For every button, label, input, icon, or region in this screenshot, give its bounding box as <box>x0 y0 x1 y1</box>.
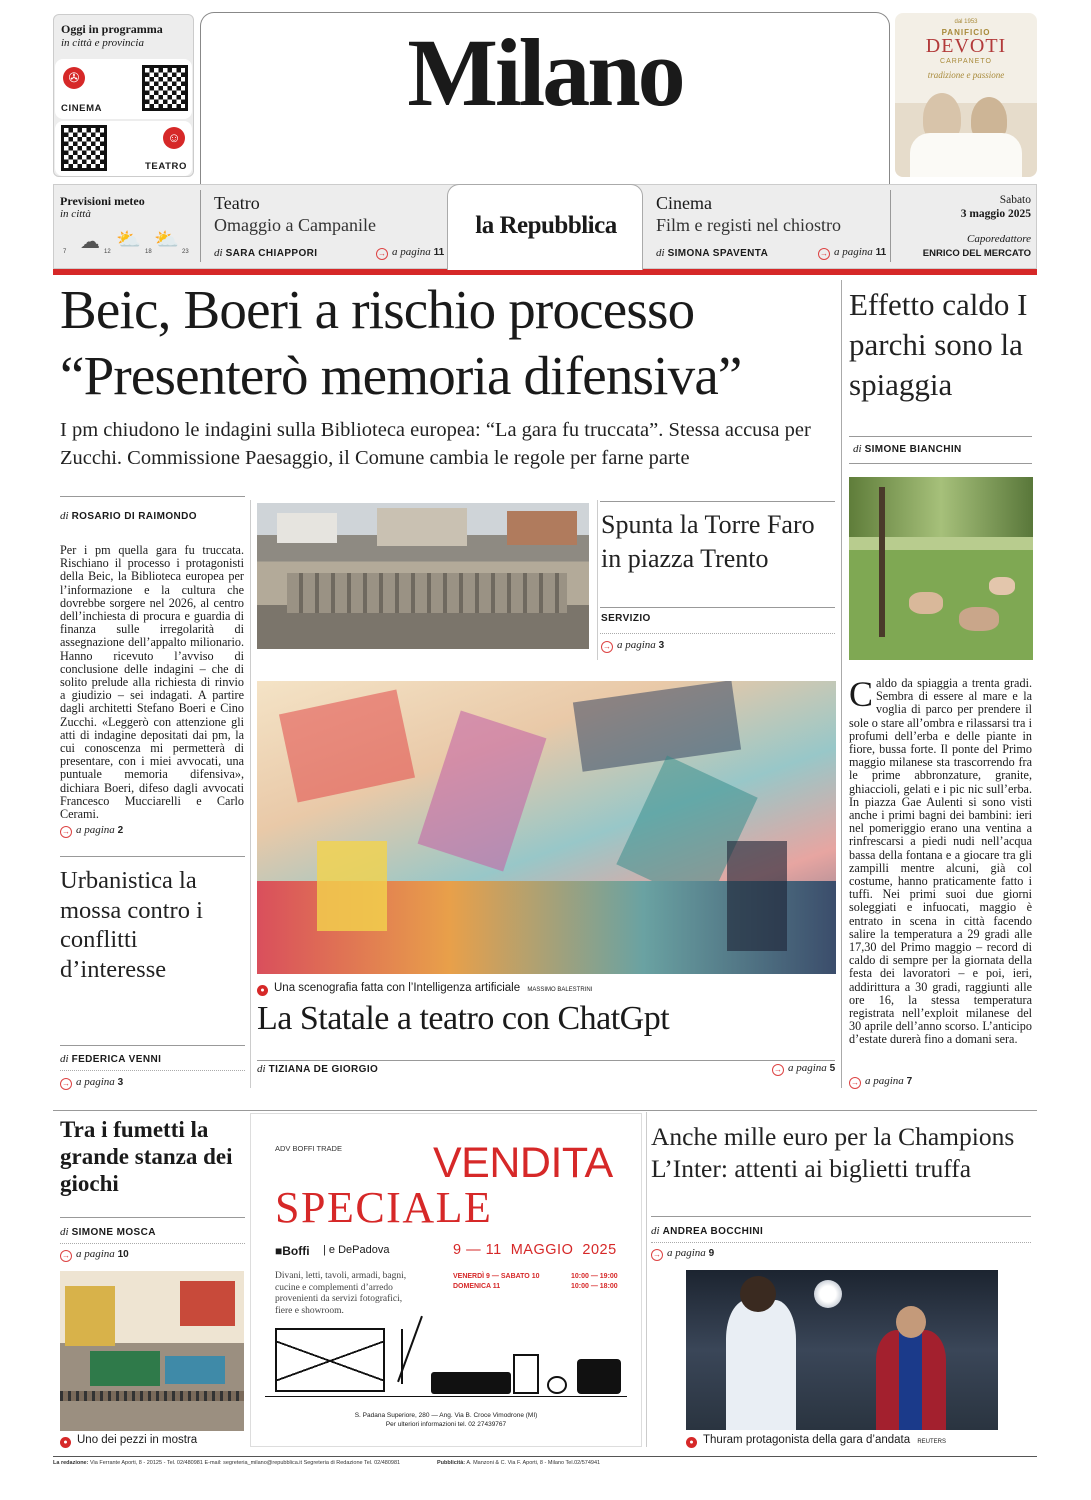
programma-box <box>53 14 194 177</box>
sun-cloud-icon: ⛅ <box>154 229 179 251</box>
page-reference[interactable]: → a pagina 2 <box>62 824 124 836</box>
toy-building <box>65 1286 115 1346</box>
teaser-title: Omaggio a Campanile <box>214 215 376 235</box>
fumetti-byline: di SIMONE MOSCA <box>60 1226 156 1238</box>
scaffolding <box>287 573 567 613</box>
statale-caption: ● Una scenografia fatta con l’Intelligenza artificiale MASSIMO BALESTRINI <box>257 982 592 996</box>
page-reference[interactable]: → a pagina 10 <box>62 1248 129 1260</box>
lead-headline-line: “Presenterò memoria difensiva” <box>60 345 742 406</box>
rule <box>849 436 1032 437</box>
construction-site-photo <box>257 503 589 649</box>
theatre-mask-icon: ☺ <box>163 127 185 149</box>
player-head <box>896 1306 926 1338</box>
meteo-subtitle: in città <box>60 208 91 220</box>
arrow-right-icon: → <box>378 249 386 258</box>
date-day: Sabato <box>999 194 1031 206</box>
trees <box>849 477 1033 537</box>
ad-day-2: DOMENICA 11 <box>453 1283 501 1290</box>
programma-title: Oggi in programma <box>61 22 163 36</box>
building <box>507 511 577 545</box>
qr-code-icon[interactable] <box>142 65 188 111</box>
column-rule <box>250 500 251 1088</box>
meteo-temp: 23 <box>182 249 189 255</box>
person <box>959 607 999 631</box>
urbanistica-headline[interactable]: Urbanistica la mossa contro i conflitti d’interesse <box>60 867 203 983</box>
person <box>909 592 943 614</box>
arrow-right-icon: → <box>62 1079 70 1088</box>
train-model-photo <box>60 1271 244 1431</box>
caldo-headline[interactable]: Effetto caldo I parchi sono la spiaggia <box>849 287 1028 402</box>
teatro-teaser[interactable] <box>206 185 446 268</box>
caldo-body: Caldo da spiaggia a trenta gradi. Sembra di essere al mare e la voglia di parco per prendere il sole o stare all’ombra e rilassarsi tra i profumi dell’erba e delle piante in fiore, bussa forte. Il ponte del Primo maggio milanese sta trascorrendo fra le prime abbronzature, granite, ghiaccioli, gelati e i pic nic sull’erba. In piazza Gae Aulenti si sono visti anche i primi bagni dei bambini: ieri nel pomeriggio erano una ventina a rinfrescarsi a piedi nudi nell’acqua bassa della fontana e a giocare tra gli zampilli mentre alcuni, già col costume, hanno praticamente fatto i tuffi. Nei primi suoi due giorni soleggiati e infuocati, maggio è entrato in scena in città facendo salire la temperatura a 29 gradi alle 17,30 del Primo maggio – record di caldo di sempre per la giornata della festa dei lavoratori – e poi, ieri, addirittura a 30 gradi, raggiunti alle ore 16, la stessa temperatura registrata nell’exploit milanese del 30 aprile dell’anno scorso. L’anticipo d’estate durerà fino a domani sera. <box>849 674 1032 1047</box>
urbanistica-byline: di FEDERICA VENNI <box>60 1053 162 1065</box>
editor-name: ENRICO DEL MERCATO <box>922 248 1031 259</box>
date-box <box>892 185 1033 268</box>
toy-track <box>60 1391 244 1401</box>
page-reference[interactable]: → a pagina 7 <box>851 1075 913 1087</box>
qr-code-icon[interactable] <box>61 125 107 171</box>
shape <box>573 681 741 772</box>
building <box>377 508 467 546</box>
toy-locomotive <box>90 1351 160 1386</box>
page-reference[interactable]: → a pagina 5 <box>774 1062 836 1074</box>
player-barcelona <box>876 1330 946 1430</box>
sofa-drawing <box>431 1372 511 1394</box>
footer-pubblicita: Pubblicità: A. Manzoni & C. Via F. Aporti, 8 - Milano Tel.02/574941 <box>437 1460 601 1466</box>
rule <box>60 1217 245 1218</box>
repubblica-logo[interactable]: la Repubblica <box>475 212 617 239</box>
rule <box>600 607 835 608</box>
divider <box>890 190 891 262</box>
inter-caption: ● Thuram protagonista della gara d’andata REUTERS <box>686 1434 946 1448</box>
page-reference[interactable]: → a pagina 11 <box>378 246 445 258</box>
devoti-ad[interactable] <box>895 13 1037 177</box>
teaser-byline: di SARA CHIAPPORI <box>214 247 318 259</box>
ad-brand-1: ■Boffi <box>275 1244 310 1258</box>
rule <box>60 856 245 857</box>
rule <box>257 1060 835 1061</box>
tree-trunk <box>879 487 885 637</box>
meteo-box[interactable] <box>54 185 195 268</box>
sun-cloud-icon: ⛅ <box>116 229 141 251</box>
rule <box>60 1070 245 1071</box>
ad-info: Per ulteriori informazioni tel. 02 27439767 <box>385 1421 507 1428</box>
logo-tab <box>447 184 643 270</box>
arrow-right-icon: → <box>851 1078 859 1087</box>
teaser-byline: di SIMONA SPAVENTA <box>656 247 769 259</box>
cinema-teaser[interactable] <box>648 185 888 268</box>
footer-redazione: La redazione: Via Ferrante Aporti, 8 - 20125 - Tel. 02/480981 E-mail: segreteria_milano@repubblica.it Segreteria di Redazione Tel. 02/480981 <box>53 1460 401 1466</box>
meteo-temp: 18 <box>145 249 152 255</box>
meteo-title: Previsioni meteo <box>60 194 145 208</box>
rule <box>600 633 835 634</box>
ad-description: Divani, letti, tavoli, armadi, bagni, cucine e complementi d’arredo provenienti da servizi fotografici, fiere e showroom. <box>275 1271 407 1316</box>
lead-body: Per i pm quella gara fu truccata. Rischiano il processo i protagonisti della Beic, la Biblioteca europea per l’informazione e la cultura che dovrebbe sorgere nel 2026, al centro dell’inchiesta di procura e guardia di finanza sulle irregolarità di assegnazione dell’appalto milionario. Hanno ricevuto l’avviso di conclusione delle indagini – che di solito prelude alla richiesta di rinvio a giudizio – sei indagati. A partire dagli architetti Stefano Boeri e Cino Zucchi. «Leggerò con attenzione gli atti di indagine depositati dai pm, la cui conoscenza mi permetterà di presentare, con i miei avvocati, una puntuale memoria difensiva», dichiara Boeri, difeso dagli avvocati Francesco Mucciarelli e Carlo Cerami. <box>60 543 244 822</box>
ad-tagline: tradizione e passione <box>927 70 1005 80</box>
column-rule <box>597 500 598 660</box>
ad-label: ADV BOFFI TRADE <box>275 1144 342 1153</box>
ad-title-2: SPECIALE <box>275 1183 493 1232</box>
camera-icon: ● <box>257 985 268 996</box>
shape <box>279 690 415 803</box>
boffi-ad[interactable] <box>250 1113 642 1447</box>
arrow-right-icon: → <box>62 827 70 836</box>
divider <box>200 190 201 262</box>
player-inter <box>726 1300 796 1430</box>
statale-byline: di TIZIANA DE GIORGIO <box>257 1063 379 1075</box>
masthead-title: Milano <box>407 19 683 126</box>
baker-uniforms <box>910 133 1022 177</box>
fumetti-caption: ● Uno dei pezzi in mostra <box>60 1434 197 1448</box>
football-ball <box>814 1280 842 1308</box>
park-photo <box>849 477 1033 660</box>
page-reference[interactable]: → a pagina 9 <box>653 1247 715 1259</box>
editor-role: Caporedattore <box>967 233 1031 245</box>
ad-dates: 9 — 11 MAGGIO 2025 <box>453 1242 617 1258</box>
lead-deck: I pm chiudono le indagini sulla Biblioteca europea: “La gara fu truccata”. Stessa accusa per Zucchi. Commissione Paesaggio, il Comune cambia le regole per farne parte <box>60 419 811 469</box>
statale-headline[interactable]: La Statale a teatro con ChatGpt <box>257 1000 670 1037</box>
cinema-card[interactable] <box>55 59 192 119</box>
building <box>277 513 337 543</box>
torre-headline[interactable]: Spunta la Torre Faro in piazza Trento <box>601 510 815 573</box>
rule <box>651 1216 1031 1217</box>
ad-brand: PANIFICIO <box>941 28 991 37</box>
wardrobe-lines <box>277 1330 383 1390</box>
rule <box>60 496 245 497</box>
wardrobe-drawing <box>275 1328 385 1392</box>
teaser-section: Teatro <box>214 193 260 213</box>
teatro-card[interactable] <box>55 121 192 176</box>
teatro-label: TEATRO <box>145 161 187 172</box>
meteo-temp: 7 <box>63 249 67 255</box>
ad-title-1: VENDITA <box>433 1139 613 1187</box>
page-reference[interactable]: → a pagina 11 <box>820 246 887 258</box>
programma-subtitle: in città e provincia <box>61 37 144 49</box>
teaser-title: Film e registi nel chiostro <box>656 215 841 235</box>
ad-brand-small: dal 1953 <box>954 19 978 25</box>
inter-byline: di ANDREA BOCCHINI <box>651 1225 764 1237</box>
cloud-icon: ☁ <box>80 231 100 253</box>
rule <box>60 1045 245 1046</box>
arrow-right-icon: → <box>62 1251 70 1260</box>
fumetti-headline[interactable]: Tra i fumetti la grande stanza dei giochi <box>60 1117 233 1196</box>
torre-byline: SERVIZIO <box>601 613 651 624</box>
arrow-right-icon: → <box>653 1250 661 1259</box>
armchair-drawing <box>577 1359 621 1394</box>
rule <box>60 1243 245 1244</box>
ad-day-1: VENERDÌ 9 — SABATO 10 <box>453 1273 540 1280</box>
ad-brand-name: DEVOTI <box>925 35 1007 57</box>
ad-address: S. Padana Superiore, 280 — Ang. Via B. Croce Vimodrone (MI) <box>354 1412 538 1419</box>
page-reference[interactable]: → a pagina 3 <box>62 1076 124 1088</box>
camera-icon: ● <box>686 1437 697 1448</box>
ad-hours-2: 10:00 — 18:00 <box>571 1283 618 1290</box>
section-rule <box>53 1110 1037 1111</box>
camera-icon: ● <box>60 1437 71 1448</box>
toy-building <box>180 1281 235 1326</box>
ad-brand-place: CARPANETO <box>940 58 992 65</box>
film-reel-icon: ✇ <box>63 67 85 89</box>
toy-wagon <box>165 1356 225 1384</box>
photo-credit: REUTERS <box>917 1439 947 1445</box>
arrow-right-icon: → <box>820 249 828 258</box>
rule <box>849 463 1032 464</box>
floor-line <box>265 1396 627 1397</box>
person <box>989 577 1015 595</box>
shape <box>317 841 387 931</box>
column-rule <box>646 1112 647 1447</box>
page-reference[interactable]: → a pagina 3 <box>603 639 665 651</box>
flying-figure <box>418 711 547 872</box>
lead-headline[interactable] <box>60 277 840 409</box>
ai-scenography-illustration <box>257 681 836 974</box>
arrow-right-icon: → <box>603 642 611 651</box>
rule <box>651 1242 1031 1243</box>
cinema-label: CINEMA <box>61 103 103 114</box>
arrow-right-icon: → <box>774 1065 782 1074</box>
footer-rule <box>53 1456 1037 1457</box>
column-rule <box>841 280 842 1088</box>
ad-hours-1: 10:00 — 19:00 <box>571 1273 618 1280</box>
rule <box>600 501 835 502</box>
drop-cap: C <box>849 674 874 714</box>
teaser-section: Cinema <box>656 193 712 213</box>
side-table-drawing <box>547 1376 567 1394</box>
date: 3 maggio 2025 <box>960 208 1031 220</box>
football-photo <box>686 1270 998 1430</box>
lead-byline: di ROSARIO DI RAIMONDO <box>60 510 197 522</box>
caldo-byline: di SIMONE BIANCHIN <box>853 443 962 455</box>
inter-headline[interactable]: Anche mille euro per la Champions L’Inter: attenti ai biglietti truffa <box>651 1122 1015 1183</box>
player-head <box>740 1276 776 1312</box>
lead-headline-line: Beic, Boeri a rischio processo <box>60 279 695 340</box>
meteo-temp: 12 <box>104 249 111 255</box>
chair-drawing <box>513 1354 539 1394</box>
ad-brand-2: | e DePadova <box>323 1244 390 1256</box>
photo-credit: MASSIMO BALESTRINI <box>527 987 593 993</box>
figure <box>727 841 787 951</box>
